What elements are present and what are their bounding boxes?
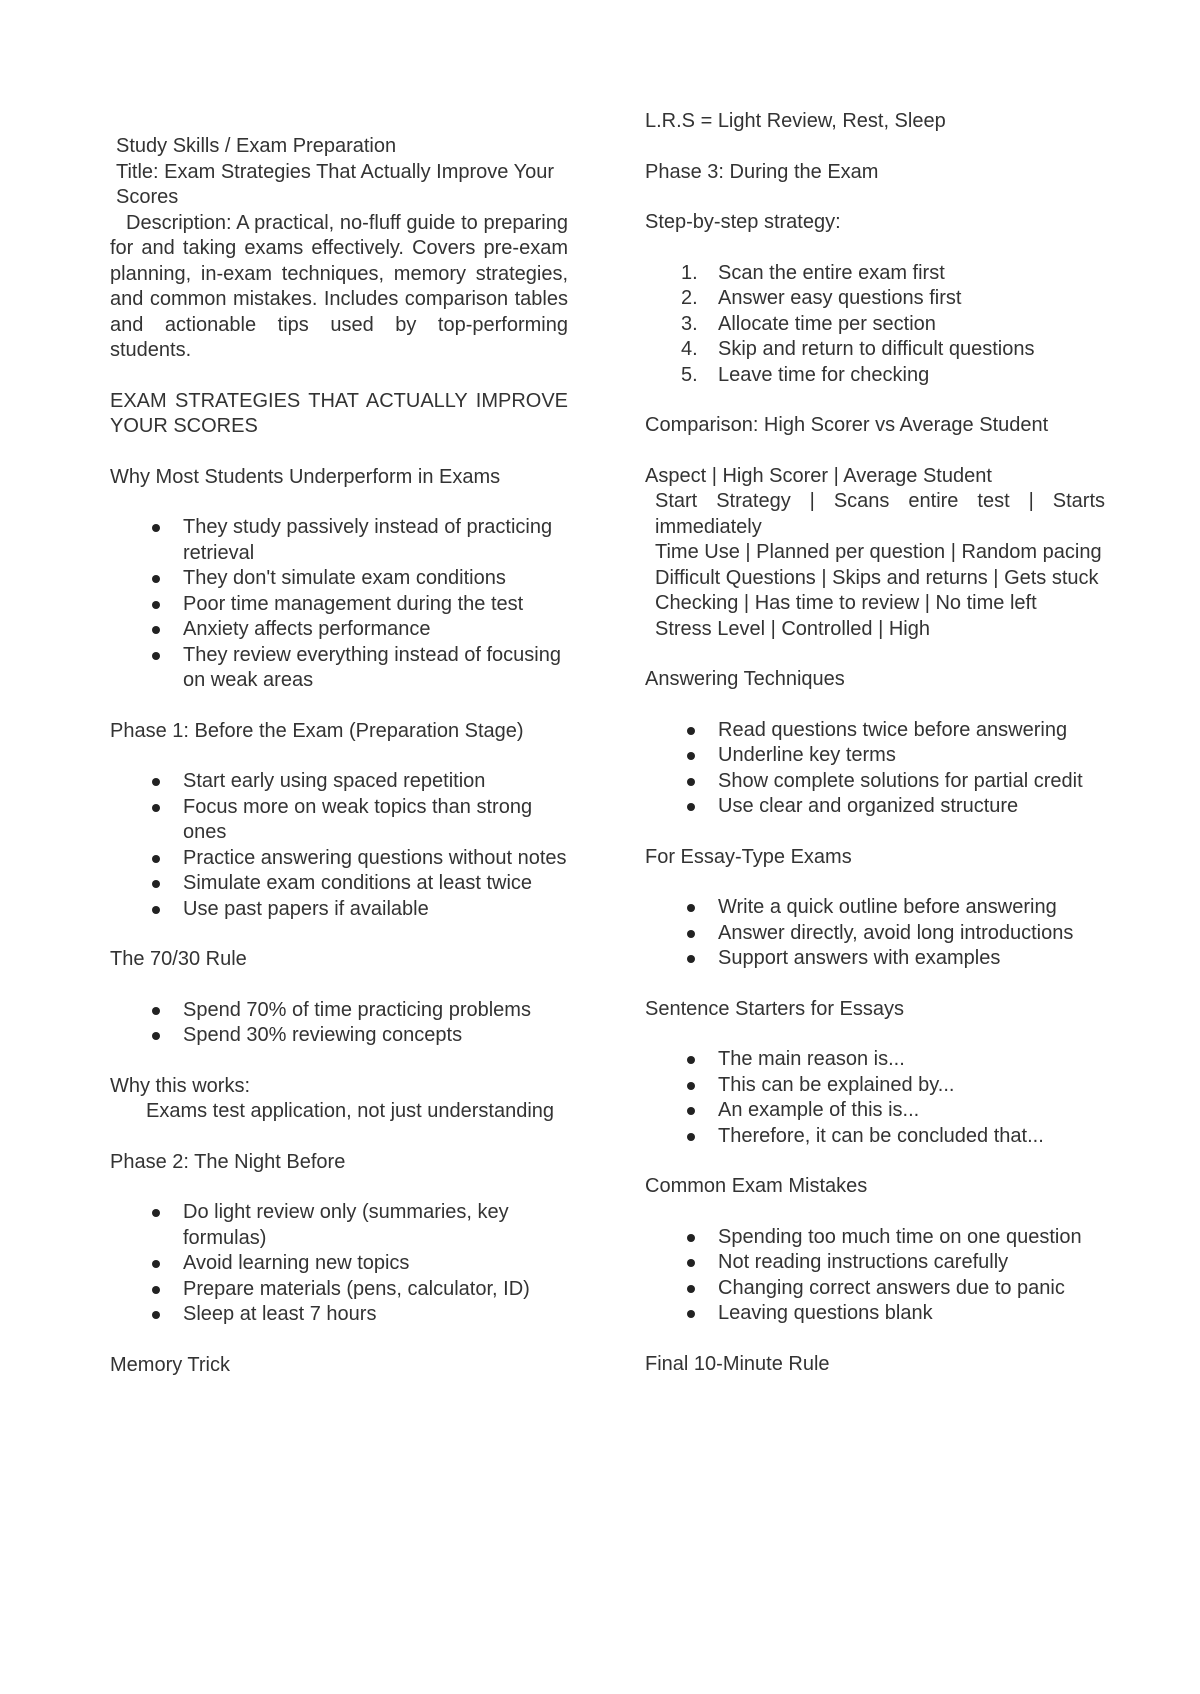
starters-list [645,1047,1105,1149]
final-heading: Final 10-Minute Rule [645,1352,830,1375]
essay-heading: For Essay-Type Exams [645,845,852,868]
right-column [645,109,1105,1402]
step-text: Scan the entire exam first [718,261,945,284]
phase1-heading: Phase 1: Before the Exam (Preparation Stage) [110,719,524,742]
list-item: Sleep at least 7 hours [110,1302,568,1328]
comparison-row: Aspect | High Scorer | Average Student [645,464,992,487]
list-item [645,286,1105,312]
why-heading: Why Most Students Underperform in Exams [110,465,501,488]
comparison-heading: Comparison: High Scorer vs Average Student [645,414,1049,436]
step-number: 4. [681,338,698,360]
list-item: Prepare materials (pens, calculator, ID) [110,1277,568,1303]
step-number: 3. [681,312,698,335]
list-item [645,363,1105,389]
comparison-row: Difficult Questions | Skips and returns | Gets stuck [655,566,1099,589]
phase2-list [110,1200,568,1328]
phase3-heading: Phase 3: During the Exam [645,160,879,183]
list-item: Poor time management during the test [110,592,568,618]
list-item: An example of this is... [645,1098,1105,1124]
comparison-row: Time Use | Planned per question | Random pacing [655,541,1102,563]
list-item: Changing correct answers due to panic [645,1276,1105,1302]
list-item: Therefore, it can be concluded that... [645,1124,1105,1150]
list-item: They review everything instead of focusing on weak areas [110,643,568,694]
list-item: Anxiety affects performance [110,617,568,643]
list-item: Leaving questions blank [645,1301,1105,1327]
list-item: Support answers with examples [645,946,1105,972]
list-item: Practice answering questions without notes [110,846,568,872]
works-text: Exams test application, not just understanding [146,1100,555,1122]
main-title: EXAM STRATEGIES THAT ACTUALLY IMPROVE YOUR SCORES [110,389,568,437]
answering-list [645,718,1105,820]
list-item: Read questions twice before answering [645,718,1105,744]
starters-heading: Sentence Starters for Essays [645,997,905,1020]
title-line: Title: Exam Strategies That Actually Improve Your Scores [116,160,554,208]
step-text: Allocate time per section [718,312,936,335]
memory-heading: Memory Trick [110,1353,230,1376]
mistakes-list [645,1225,1105,1327]
answering-heading: Answering Techniques [645,668,845,690]
list-item: Avoid learning new topics [110,1251,568,1277]
why-list [110,515,568,694]
description-paragraph: Description: A practical, no-fluff guide to preparing for and taking exams effectively. Covers pre-exam planning, in-exam techniques, memory strategies, and common mistakes. Includes comparison tables and actionable tips used by top-performing students. [110,211,568,361]
list-item: Spend 30% reviewing concepts [110,1023,568,1049]
step-number: 5. [681,363,698,386]
list-item [645,261,1105,287]
works-heading: Why this works: [110,1074,251,1097]
list-item: This can be explained by... [645,1073,1105,1099]
list-item: Underline key terms [645,743,1105,769]
lrs-line: L.R.S = Light Review, Rest, Sleep [645,110,946,132]
phase2-heading: Phase 2: The Night Before [110,1150,346,1173]
step-number: 2. [681,287,698,309]
list-item: They don't simulate exam conditions [110,566,568,592]
category-line: Study Skills / Exam Preparation [116,135,397,157]
rule-heading: The 70/30 Rule [110,948,247,970]
list-item: Do light review only (summaries, key formulas) [110,1200,568,1251]
step-heading: Step-by-step strategy: [645,211,841,233]
rule-list [110,998,568,1049]
list-item: Not reading instructions carefully [645,1250,1105,1276]
essay-list [645,895,1105,972]
list-item: Show complete solutions for partial credit [645,769,1105,795]
comparison-table [645,464,1105,643]
list-item: Use past papers if available [110,897,568,923]
list-item: Spending too much time on one question [645,1225,1105,1251]
list-item: Answer directly, avoid long introductions [645,921,1105,947]
list-item: Focus more on weak topics than strong ones [110,795,568,846]
list-item [645,337,1105,363]
list-item [645,312,1105,338]
list-item: The main reason is... [645,1047,1105,1073]
list-item: They study passively instead of practicing retrieval [110,515,568,566]
phase1-list [110,769,568,922]
comparison-row: Stress Level | Controlled | High [655,617,930,640]
comparison-row: Start Strategy | Scans entire test | Starts immediately [655,490,1105,538]
step-text: Leave time for checking [718,363,930,386]
comparison-row: Checking | Has time to review | No time left [655,592,1037,614]
mistakes-heading: Common Exam Mistakes [645,1175,868,1197]
step-number: 1. [681,261,698,284]
step-text: Answer easy questions first [718,287,962,309]
list-item: Spend 70% of time practicing problems [110,998,568,1024]
left-column [110,134,568,1403]
steps-list [645,261,1105,389]
list-item: Simulate exam conditions at least twice [110,871,568,897]
list-item: Start early using spaced repetition [110,769,568,795]
list-item: Write a quick outline before answering [645,895,1105,921]
step-text: Skip and return to difficult questions [718,338,1035,360]
list-item: Use clear and organized structure [645,794,1105,820]
